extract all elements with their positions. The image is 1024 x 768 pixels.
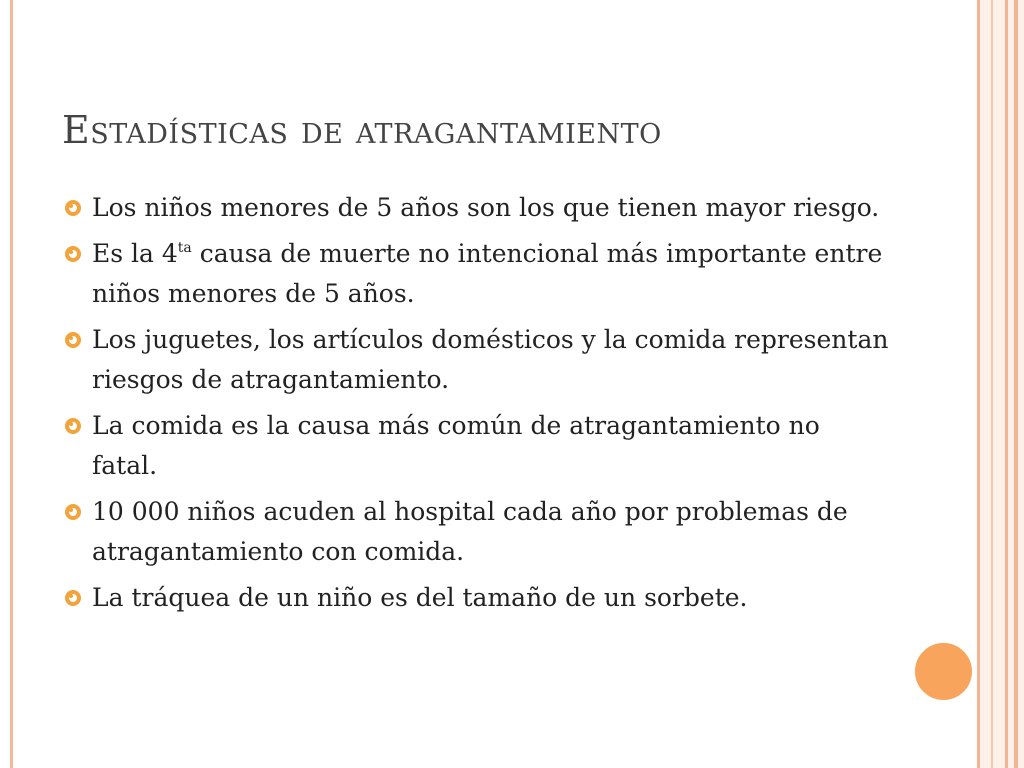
bullet-item bbox=[62, 234, 892, 314]
bullet-text: La comida es la causa más común de atragantamiento no fatal. bbox=[92, 411, 820, 480]
bullet-list bbox=[62, 188, 892, 624]
bullet-item bbox=[62, 320, 892, 400]
ring-bullet-icon bbox=[65, 332, 81, 348]
ring-bullet-icon bbox=[65, 590, 81, 606]
bullet-text: 10 000 niños acuden al hospital cada año por problemas de atragantamiento con comida. bbox=[92, 497, 848, 566]
right-border-line-1 bbox=[977, 0, 980, 768]
bullet-item bbox=[62, 406, 892, 486]
bullet-text bbox=[92, 239, 882, 308]
ring-bullet-icon bbox=[65, 418, 81, 434]
bullet-item bbox=[62, 578, 892, 618]
ring-bullet-icon bbox=[65, 200, 81, 216]
left-border-line bbox=[10, 0, 13, 768]
bullet-text-start: Es la 4 bbox=[92, 239, 178, 268]
right-border-line-3 bbox=[1005, 0, 1008, 768]
ordinal-superscript: ta bbox=[177, 240, 192, 256]
decorative-orange-circle bbox=[913, 641, 974, 702]
right-border-line-4 bbox=[1014, 0, 1018, 768]
bullet-text: La tráquea de un niño es del tamaño de un sorbete. bbox=[92, 583, 748, 612]
ring-bullet-icon bbox=[65, 246, 81, 262]
bullet-text-end: causa de muerte no intencional más importante entre niños menores de 5 años. bbox=[92, 239, 883, 308]
bullet-item bbox=[62, 188, 892, 228]
ring-bullet-icon bbox=[65, 504, 81, 520]
slide-title: Estadísticas de atragantamiento bbox=[62, 108, 662, 152]
bullet-text: Los niños menores de 5 años son los que tienen mayor riesgo. bbox=[92, 193, 880, 222]
bullet-text: Los juguetes, los artículos domésticos y la comida representan riesgos de atragantamiento. bbox=[92, 325, 889, 394]
right-border-line-2 bbox=[991, 0, 993, 768]
bullet-item bbox=[62, 492, 892, 572]
